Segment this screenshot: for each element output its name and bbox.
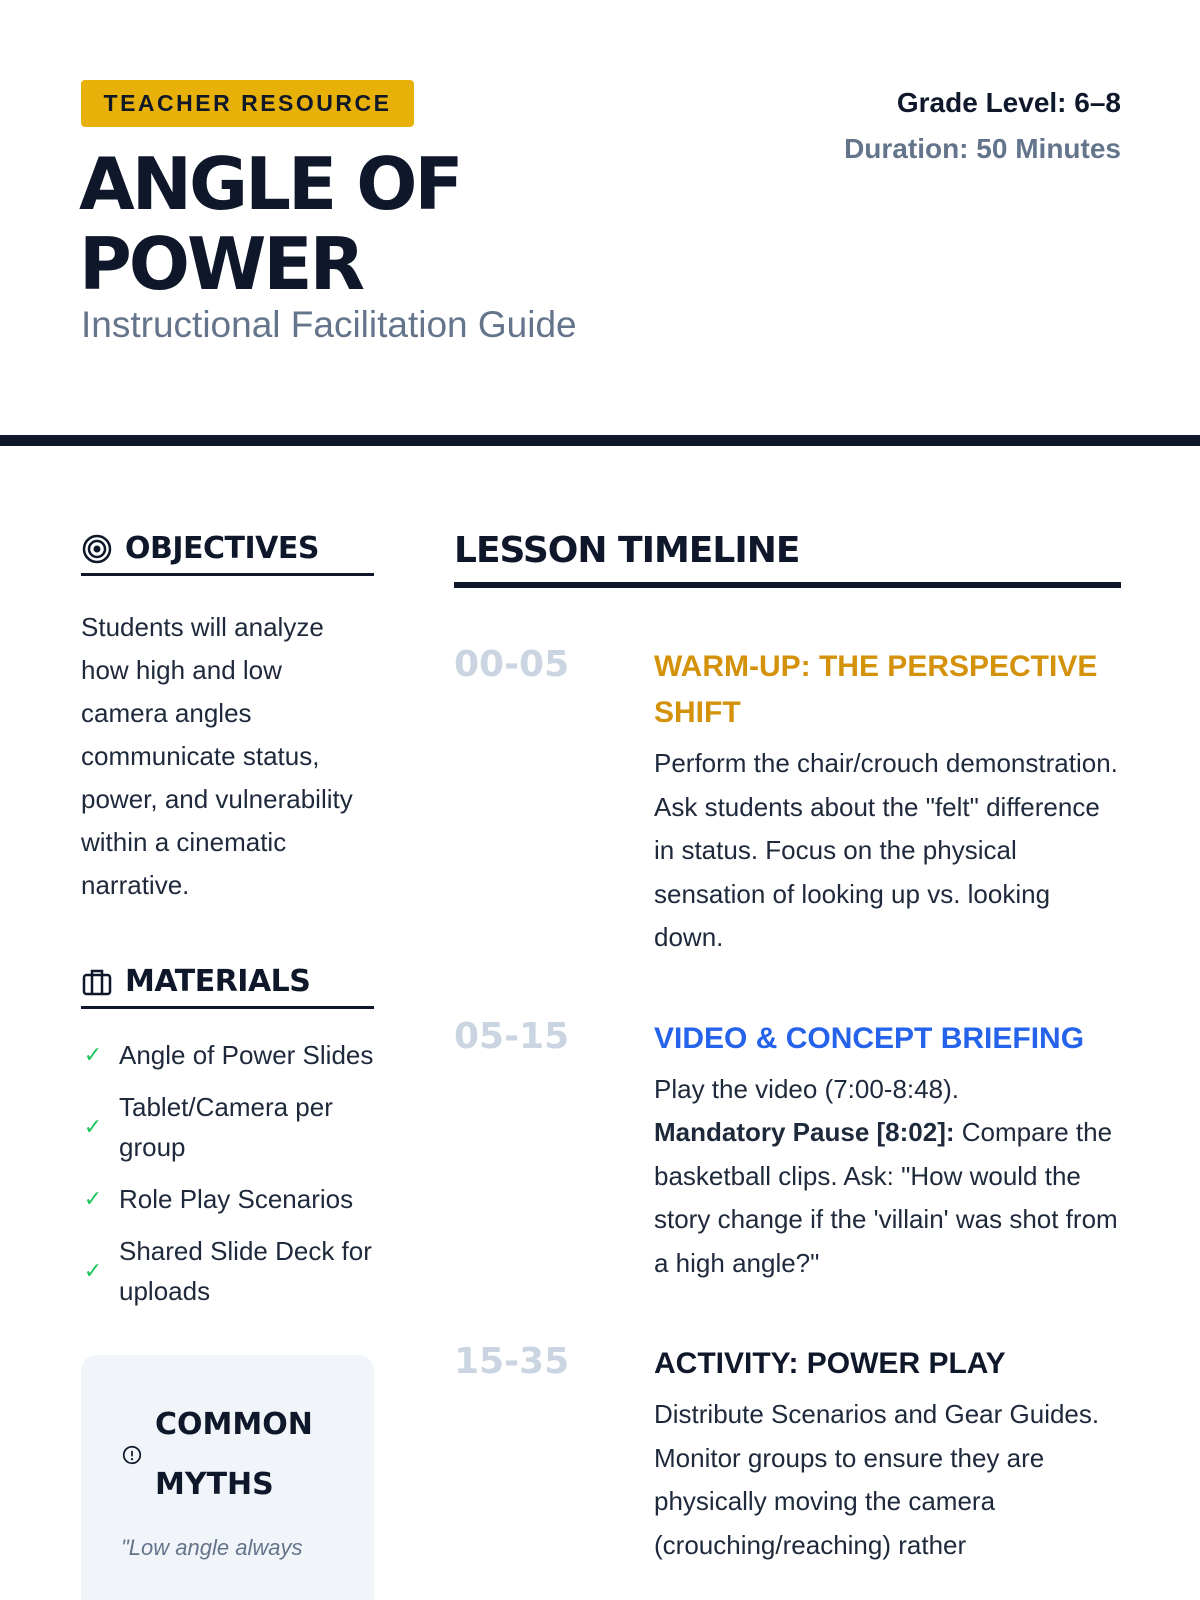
objectives-label: OBJECTIVES [125, 531, 319, 566]
objectives-text: Students will analyze how high and low camera angles communicate status, power, and vulnerability within a cinematic narrative. [81, 612, 353, 900]
material-label: Shared Slide Deck for uploads [119, 1236, 372, 1306]
list-item [81, 1179, 374, 1219]
header-divider [0, 435, 1200, 446]
lesson-meta [821, 80, 1121, 172]
page-title: ANGLE OF POWER [79, 142, 461, 306]
grade-level: Grade Level: 6–8 [896, 87, 1121, 118]
timeline-heading: LESSON TIMELINE [454, 530, 1121, 588]
timeline-item [454, 644, 1121, 960]
timeline-text: Distribute Scenarios and Gear Guides. Monitor groups to ensure they are physically moving the camera (crouching/reaching) rather [654, 1399, 1100, 1560]
list-item [81, 1035, 374, 1075]
timeline-text-rest: Compare the basketball clips. Ask: "How would the story change if the 'villain' was shot from a high angle?" [654, 1117, 1118, 1278]
materials-label: MATERIALS [125, 964, 311, 999]
timeline-text [654, 1068, 1121, 1286]
common-myths-card [81, 1355, 374, 1600]
material-label: Angle of Power Slides [119, 1040, 374, 1070]
timeline-title: ACTIVITY: POWER PLAY [654, 1347, 1006, 1380]
timeline-time: 15-35 [454, 1341, 570, 1382]
list-item [81, 1087, 374, 1167]
timeline-item [454, 1341, 1121, 1567]
target-icon [81, 533, 113, 565]
objectives-heading [81, 530, 374, 576]
check-icon: ✓ [83, 1114, 103, 1139]
alert-circle-icon [121, 1444, 143, 1466]
check-icon: ✓ [83, 1186, 103, 1211]
myth-quote: "Low angle always [121, 1535, 303, 1560]
materials-list [81, 1035, 374, 1311]
material-label: Tablet/Camera per group [119, 1092, 333, 1162]
list-item [81, 1231, 374, 1311]
page-header [81, 80, 1121, 360]
lesson-timeline [454, 530, 1121, 1567]
myths-heading [121, 1395, 354, 1515]
timeline-time: 00-05 [454, 644, 570, 685]
mandatory-pause-label: Mandatory Pause [8:02]: [654, 1117, 955, 1147]
timeline-title: WARM-UP: THE PERSPECTIVE SHIFT [654, 650, 1098, 729]
duration: Duration: 50 Minutes [844, 133, 1121, 164]
timeline-text: Perform the chair/crouch demonstration. Ask students about the "felt" difference in status. Focus on the physical sensation of looking up vs. looking down. [654, 748, 1118, 952]
material-label: Role Play Scenarios [119, 1184, 354, 1214]
briefcase-icon [81, 966, 113, 998]
sidebar [81, 530, 374, 1600]
timeline-text-intro: Play the video (7:00-8:48). [654, 1073, 959, 1104]
check-icon: ✓ [83, 1042, 103, 1067]
page-subtitle: Instructional Facilitation Guide [81, 304, 577, 345]
timeline-title: VIDEO & CONCEPT BRIEFING [654, 1021, 1085, 1055]
materials-heading [81, 963, 374, 1009]
timeline-item [454, 1016, 1121, 1286]
myths-label: COMMON MYTHS [155, 1407, 313, 1502]
resource-badge: TEACHER RESOURCE [81, 80, 414, 127]
timeline-time: 05-15 [454, 1015, 570, 1057]
check-icon: ✓ [83, 1258, 103, 1283]
